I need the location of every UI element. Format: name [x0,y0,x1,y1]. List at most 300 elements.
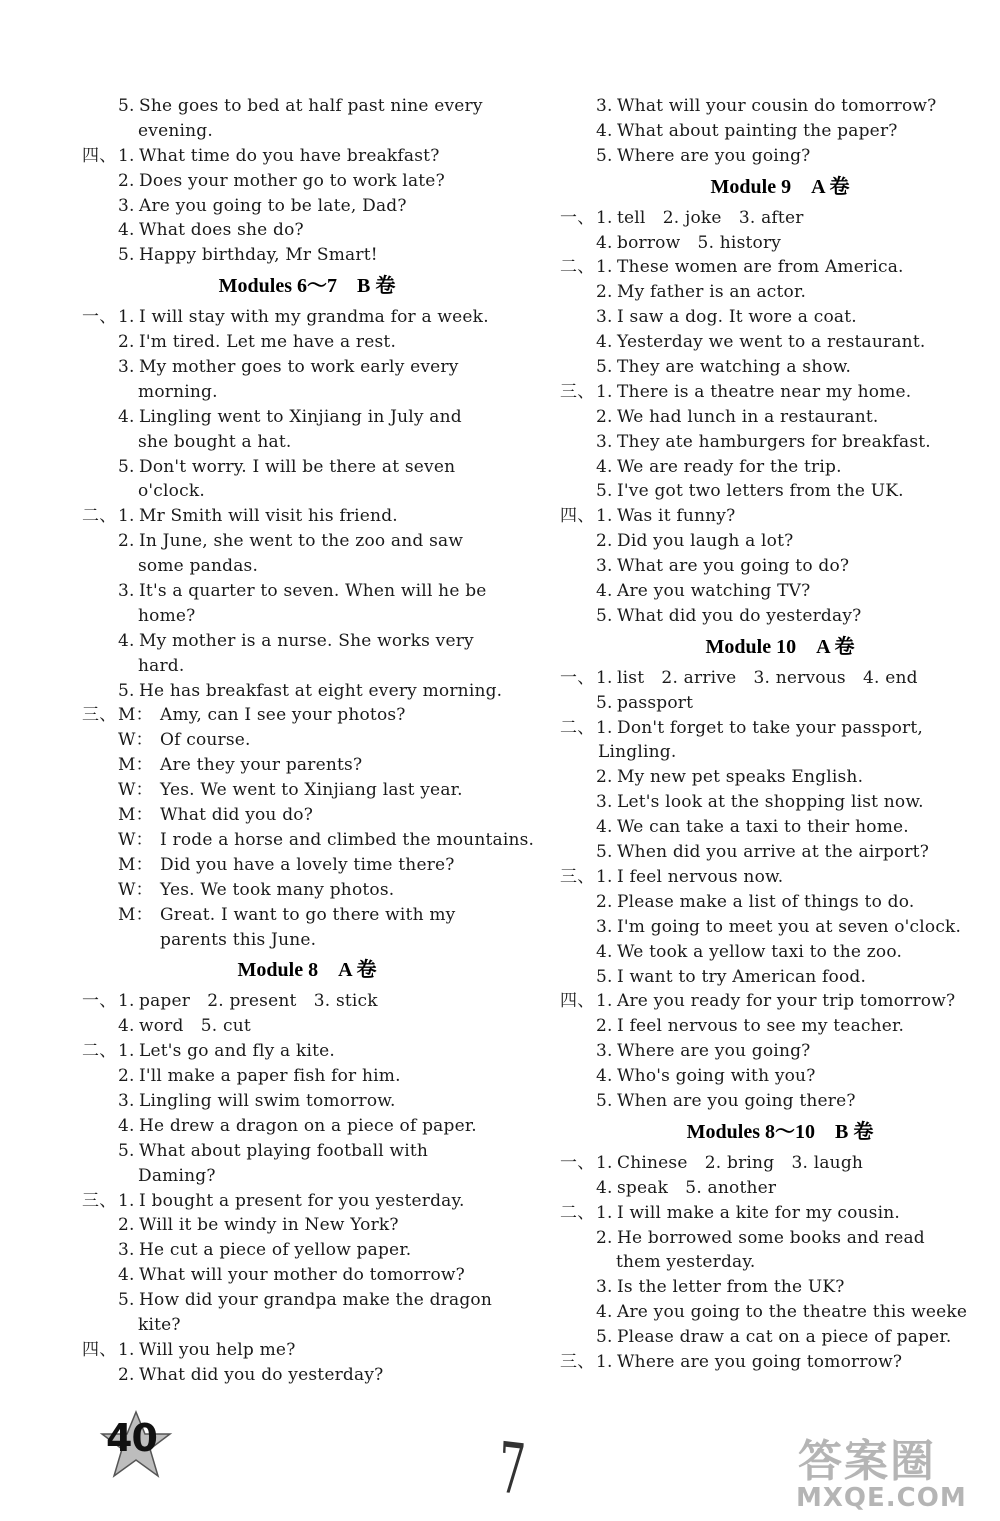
item-number: 5. [596,145,613,166]
answer-text: Lingling. [598,742,677,763]
answer-text: My new pet speaks English. [617,767,864,788]
answer-line [82,1039,532,1064]
speaker-label: M： [118,904,153,925]
answer-line [560,206,1000,231]
answer-line [82,1014,532,1039]
answer-text: Yes. We went to Xinjiang last year. [160,780,463,801]
section-number: 三、 [560,1351,595,1372]
answer-line [560,1275,1000,1300]
answer-text: Where are you going tomorrow? [617,1351,903,1372]
answer-line [560,1201,1000,1226]
watermark-line2: MXQE.COM [796,1483,967,1513]
item-number: 3. [596,556,613,577]
answer-text: paper 2. present 3. stick [139,991,378,1012]
answer-text: home? [138,605,196,626]
answer-line [560,330,1000,355]
item-number: 1. [596,717,613,738]
answer-line [560,915,1000,940]
answer-text: Where are you going? [617,145,811,166]
answer-line [560,604,1000,629]
item-number: 3. [596,1277,613,1298]
answer-line [82,654,532,679]
answer-text: I feel nervous now. [617,866,784,887]
answer-line [560,1176,1000,1201]
answer-text: Amy, can I see your photos? [160,705,406,726]
answer-line [82,679,532,704]
answer-text: I've got two letters from the UK. [617,481,904,502]
answer-text: He drew a dragon on a piece of paper. [139,1115,477,1136]
answer-line [560,305,1000,330]
item-number: 3. [596,792,613,813]
answer-line [560,430,1000,455]
answer-text: He cut a piece of yellow paper. [139,1240,412,1261]
item-number: 4. [596,120,613,141]
answer-text: What did you do yesterday? [139,1364,384,1385]
answer-text: Are you going to the theatre this weeke [617,1302,968,1323]
item-number: 4. [596,817,613,838]
item-number: 5. [596,1090,613,1111]
answer-line [560,1226,1000,1251]
answer-text: What will your cousin do tomorrow? [617,96,937,116]
speaker-label: W： [118,780,153,801]
item-number: 2. [596,767,613,788]
answer-text: speak 5. another [617,1177,777,1198]
answer-text: Is the letter from the UK? [617,1277,845,1298]
page-number-badge [96,1410,176,1482]
item-number: 5. [118,680,135,701]
answer-text: Are you watching TV? [617,581,811,602]
right-column [560,94,1000,1375]
section-number: 二、 [560,717,595,738]
item-number: 5. [118,96,135,116]
answer-text: Yes. We took many photos. [160,879,395,900]
answer-text: Lingling went to Xinjiang in July and [139,406,462,427]
item-number: 5. [596,481,613,502]
item-number: 3. [596,96,613,116]
answer-text: Great. I want to go there with my [160,904,456,925]
item-number: 4. [596,1066,613,1087]
item-number: 1. [118,506,135,527]
answer-text: He borrowed some books and read [617,1227,925,1248]
item-number: 2. [118,1066,135,1087]
item-number: 1. [118,145,135,166]
answer-line [82,703,532,728]
item-number: 2. [118,1364,135,1385]
answer-line [560,666,1000,691]
answer-text: hard. [138,655,185,676]
answer-text: I'm going to meet you at seven o'clock. [617,916,962,937]
answer-text: Did you laugh a lot? [617,531,794,552]
answer-text: What will your mother do tomorrow? [139,1265,465,1286]
item-number: 3. [596,1041,613,1062]
answer-line [82,1139,532,1164]
answer-text: What did you do yesterday? [617,605,862,626]
answer-text: Are you ready for your trip tomorrow? [617,991,956,1012]
handwritten-mark [490,1428,540,1518]
section-number: 三、 [82,705,117,726]
answer-text: Let's go and fly a kite. [139,1041,335,1062]
answer-line [82,305,532,330]
section-heading: Modules 8～10 B 卷 [686,1120,874,1143]
answer-line [560,455,1000,480]
answer-line [82,1189,532,1214]
answer-line [82,1089,532,1114]
answer-line [560,504,1000,529]
item-number: 2. [596,406,613,427]
watermark-line1: 答案圈 [798,1436,936,1487]
answer-line [560,1089,1000,1114]
answer-text: They ate hamburgers for breakfast. [617,431,931,452]
answer-line [82,828,535,853]
item-number: 1. [118,1041,135,1062]
answer-line [560,716,1000,741]
answer-line [82,989,532,1014]
answer-line [82,803,532,828]
answer-text: Let's look at the shopping list now. [617,792,924,813]
answer-text: word 5. cut [139,1016,251,1037]
speaker-label: W： [118,829,153,850]
answer-text: Are they your parents? [160,755,363,776]
item-number: 2. [118,170,135,191]
answer-text: o'clock. [138,481,205,502]
item-number: 5. [596,357,613,378]
answer-line [560,965,1000,990]
answer-text: How did your grandpa make the dragon [139,1290,493,1311]
item-number: 5. [596,842,613,863]
answer-line [82,629,532,654]
answer-text: When are you going there? [617,1090,856,1111]
speaker-label: W： [118,730,153,751]
item-number: 1. [596,991,613,1012]
answer-line [560,691,1000,716]
answer-text: Yesterday we went to a restaurant. [617,332,926,353]
item-number: 1. [596,667,613,688]
item-number: 1. [596,866,613,887]
answer-line [560,355,1000,380]
section-number: 四、 [82,145,117,166]
answer-text: In June, she went to the zoo and saw [139,531,464,552]
item-number: 3. [118,1240,135,1261]
answer-line [82,1338,532,1363]
item-number: 4. [596,1302,613,1323]
item-number: 3. [596,431,613,452]
item-number: 3. [118,581,135,602]
speaker-label: W： [118,879,153,900]
answer-line [82,1288,532,1313]
answer-line [82,194,532,219]
answer-line [82,355,532,380]
answer-line [560,255,1000,280]
item-number: 2. [596,1227,613,1248]
answer-text: passport [617,692,694,713]
item-number: 2. [118,531,135,552]
answer-line [82,753,532,778]
item-number: 3. [596,307,613,328]
item-number: 1. [596,257,613,278]
answer-line [82,1238,532,1263]
answer-line [82,853,532,878]
section-number: 四、 [82,1339,117,1360]
answer-line [82,94,532,119]
answer-line [82,604,532,629]
answer-line [82,405,532,430]
item-number: 5. [118,1290,135,1311]
answer-text: My father is an actor. [617,282,807,303]
answer-text: evening. [138,120,213,141]
answer-line [560,231,1000,256]
section-number: 三、 [560,866,595,887]
answer-line [560,1300,1000,1325]
answer-line [82,1213,532,1238]
answer-line [82,878,532,903]
answer-line [82,169,532,194]
answer-line [560,840,1000,865]
answer-text: There is a theatre near my home. [617,381,912,402]
left-column [82,94,535,1388]
answer-line [560,554,1000,579]
section-number: 一、 [560,207,595,228]
section-number: 一、 [560,1152,595,1173]
item-number: 1. [118,1339,135,1360]
answer-text: We are ready for the trip. [617,456,842,477]
answer-text: It's a quarter to seven. When will he be [139,581,487,602]
answer-text: My mother is a nurse. She works very [139,630,474,651]
answer-line [82,928,532,953]
answer-line [560,529,1000,554]
item-number: 1. [118,1190,135,1211]
section-number: 四、 [560,506,595,527]
answer-line [82,1064,532,1089]
answer-text: My mother goes to work early every [139,357,459,378]
item-number: 5. [596,692,613,713]
answer-text: He has breakfast at eight every morning. [139,680,503,701]
speaker-label: M： [118,854,153,875]
answer-text: What did you do? [160,805,314,826]
answer-line [560,94,1000,119]
section-number: 二、 [82,506,117,527]
answer-text: Please make a list of things to do. [617,891,915,912]
item-number: 4. [118,406,135,427]
section-heading: Modules 6～7 B 卷 [218,275,396,298]
item-number: 1. [596,1202,613,1223]
answer-text: I will stay with my grandma for a week. [139,307,489,328]
item-number: 5. [596,605,613,626]
answer-line [82,1363,532,1388]
answer-line [560,380,1000,405]
handwritten-mark-text: 7 [497,1426,528,1512]
item-number: 2. [596,282,613,303]
answer-line [82,119,532,144]
section-number: 二、 [560,1202,595,1223]
item-number: 1. [118,307,135,328]
answer-text: What about playing football with [139,1140,429,1161]
answer-text: Of course. [160,730,251,751]
answer-line [560,479,1000,504]
watermark-logo [790,1425,995,1515]
answer-text: borrow 5. history [617,232,782,253]
item-number: 5. [118,245,135,266]
section-number: 二、 [82,1041,117,1062]
speaker-label: M： [118,755,153,776]
speaker-label: M： [118,805,153,826]
answer-text: What are you going to do? [617,556,850,577]
answer-line [560,890,1000,915]
answer-line [560,119,1000,144]
answer-text: Don't worry. I will be there at seven [139,456,456,477]
answer-line [82,903,532,928]
answer-text: What time do you have breakfast? [139,145,440,166]
item-number: 4. [596,332,613,353]
answer-line [82,1164,532,1189]
section-heading: Module 8 A 卷 [237,959,377,982]
item-number: 4. [596,941,613,962]
answer-line [82,778,532,803]
answer-line [82,728,532,753]
answer-line [560,1064,1000,1089]
answer-line [82,144,532,169]
item-number: 5. [118,456,135,477]
answer-text: Lingling will swim tomorrow. [139,1090,396,1111]
answer-line [560,405,1000,430]
answer-line [560,1151,1000,1176]
answer-line [82,554,532,579]
item-number: 4. [118,1115,135,1136]
answer-line [82,243,532,268]
answer-line [560,740,1000,765]
answer-line [82,1114,532,1139]
item-number: 2. [596,1016,613,1037]
answer-line [560,1350,1000,1375]
item-number: 4. [118,1265,135,1286]
answer-line [560,579,1000,604]
answer-text: She goes to bed at half past nine every [139,96,483,116]
item-number: 1. [596,381,613,402]
item-number: 3. [118,1090,135,1111]
section-number: 二、 [560,257,595,278]
item-number: 4. [118,630,135,651]
answer-text: These women are from America. [617,257,904,278]
item-number: 1. [596,207,613,228]
item-number: 5. [596,1327,613,1348]
answer-text: I'm tired. Let me have a rest. [139,332,397,353]
answer-line [560,940,1000,965]
answer-text: I bought a present for you yesterday. [139,1190,465,1211]
item-number: 4. [118,1016,135,1037]
answer-line [560,1014,1000,1039]
section-number: 四、 [560,991,595,1012]
answer-text: Happy birthday, Mr Smart! [139,245,378,266]
answer-text: morning. [138,381,218,402]
page-number: 40 [106,1416,157,1460]
answer-text: Mr Smith will visit his friend. [139,506,398,527]
answer-text: What about painting the paper? [617,120,898,141]
answer-line [560,1039,1000,1064]
item-number: 4. [596,456,613,477]
answer-text: They are watching a show. [617,357,852,378]
item-number: 3. [118,195,135,216]
answer-text: Chinese 2. bring 3. laugh [617,1152,864,1173]
answer-text: Does your mother go to work late? [139,170,445,191]
answer-line [82,380,532,405]
section-number: 一、 [82,991,117,1012]
answer-text: When did you arrive at the airport? [617,842,930,863]
answer-text: I want to try American food. [617,966,867,987]
item-number: 2. [118,332,135,353]
answer-text: Please draw a cat on a piece of paper. [617,1327,952,1348]
answer-line [560,280,1000,305]
answer-text: Will you help me? [139,1339,296,1360]
item-number: 1. [596,506,613,527]
answer-line [560,865,1000,890]
section-heading: Module 10 A 卷 [705,635,855,658]
item-number: 1. [596,1351,613,1372]
answer-text: Are you going to be late, Dad? [139,195,407,216]
item-number: 4. [596,232,613,253]
section-number: 三、 [560,381,595,402]
answer-text: What does she do? [139,220,304,241]
answer-line [82,430,532,455]
answer-text: We had lunch in a restaurant. [617,406,879,427]
answer-text: Daming? [138,1165,216,1186]
answer-text: Who's going with you? [617,1066,816,1087]
item-number: 1. [596,1152,613,1173]
answer-text: tell 2. joke 3. after [617,207,804,228]
section-number: 一、 [82,307,117,328]
answer-text: kite? [138,1314,181,1335]
answer-line [82,1313,532,1338]
answer-line [82,1263,532,1288]
item-number: 4. [596,1177,613,1198]
answer-text: I'll make a paper fish for him. [139,1066,401,1087]
answer-text: I will make a kite for my cousin. [617,1202,900,1223]
item-number: 5. [118,1140,135,1161]
item-number: 2. [118,1215,135,1236]
answer-text: Was it funny? [617,506,736,527]
answer-line [560,989,1000,1014]
item-number: 5. [596,966,613,987]
item-number: 4. [118,220,135,241]
answer-line [82,504,532,529]
answer-line [82,529,532,554]
answer-line [560,1250,1000,1275]
item-number: 3. [596,916,613,937]
answer-line [82,218,532,243]
answer-text: I rode a horse and climbed the mountains. [160,829,535,850]
answer-line [560,144,1000,169]
answer-text: some pandas. [138,556,259,577]
item-number: 2. [596,531,613,552]
answer-text: We took a yellow taxi to the zoo. [617,941,903,962]
answer-text: list 2. arrive 3. nervous 4. end [617,667,918,688]
answer-line [560,815,1000,840]
speaker-label: M： [118,705,153,726]
answer-text: I saw a dog. It wore a coat. [617,307,857,328]
answer-text: parents this June. [160,929,317,950]
answer-text: she bought a hat. [138,431,292,452]
answer-text: Don't forget to take your passport, [617,717,924,738]
answer-text: Will it be windy in New York? [139,1215,399,1236]
item-number: 1. [118,991,135,1012]
section-number: 一、 [560,667,595,688]
answer-text: We can take a taxi to their home. [617,817,909,838]
item-number: 4. [596,581,613,602]
item-number: 2. [596,891,613,912]
answer-text: them yesterday. [616,1252,756,1273]
answer-line [82,330,532,355]
section-number: 三、 [82,1190,117,1211]
section-heading: Module 9 A 卷 [710,175,850,198]
answer-line [560,790,1000,815]
